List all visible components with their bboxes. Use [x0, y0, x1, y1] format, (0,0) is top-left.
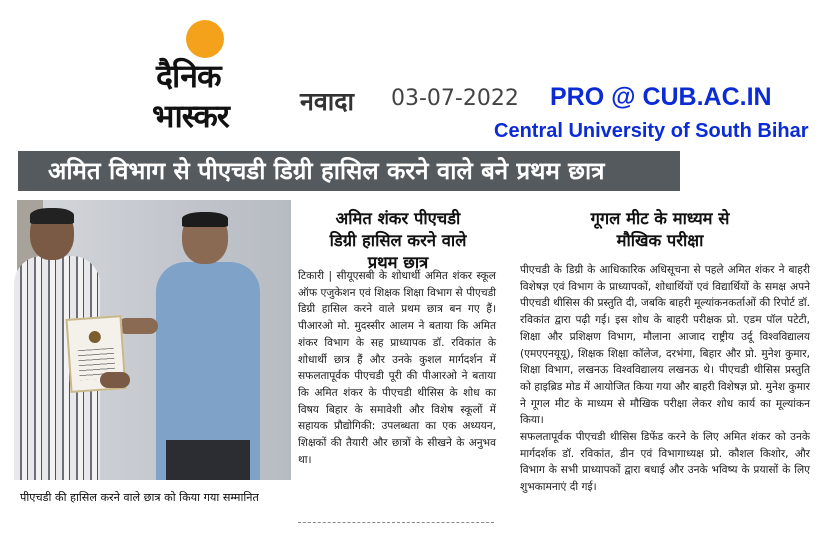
- seal-icon: [88, 331, 101, 344]
- article2-paragraph-2: सफलतापूर्वक पीएचडी थीसिस डिफेंड करने के लिए अमित शंकर को उनके मार्गदर्शक डॉ. रविकांत, डीन एवं विभागाध्यक्ष प्रो. कौशल किशोर, और विभाग के सभी प्राध्यापकों द्वारा बधाई और उनके भविष्य के प्रयासों के लिए शुभकामनाएं दी गई।: [520, 431, 810, 494]
- pro-email: PRO @ CUB.AC.IN: [550, 83, 772, 111]
- article1-title: [298, 208, 498, 274]
- article1-paragraph: टिकारी | सीयूएसबी के शोधार्थी अमित शंकर स्कूल ऑफ एजुकेशन एवं शिक्षक शिक्षा विभाग से पीएचडी डिग्री हासिल करने वाले प्रथम छात्र बन गए हैं। पीआरओ मो. मुदस्सीर आलम ने बताया कि अमित शंकर विभाग के सह प्राध्यापक डॉ. रविकांत के शोधार्थी छात्र हैं और उनके कुशल मार्गदर्शन में सफलतापूर्वक पीएचडी पूरी की पीआरओ ने बताया कि अमित शंकर के पीएचडी थीसिस के शोध का विषय बिहार के समावेशी और विशेष स्कूलों में सहायक प्रौद्योगिकी: उपलब्धता का एक अध्ययन, शिक्षकों की तैयारी और छात्रों के सीखने के अनुभव था।: [298, 270, 496, 466]
- logo-line-1: दैनिक: [156, 57, 221, 95]
- article2-body: [520, 262, 810, 496]
- newspaper-logo: [152, 20, 262, 135]
- logo-line-2: भास्कर: [152, 97, 229, 135]
- headline: अमित विभाग से पीएचडी डिग्री हासिल करने वाले बने प्रथम छात्र: [48, 157, 605, 185]
- article2-title-line1: गूगल मीट के माध्यम से: [590, 209, 730, 228]
- article1-title-line1: अमित शंकर पीएचडी: [335, 209, 461, 228]
- photo-caption: पीएचडी की हासिल करने वाले छात्र को किया गया सम्मानित: [20, 491, 259, 504]
- edition-city: नवादा: [300, 87, 355, 116]
- person-right-pants: [166, 440, 250, 480]
- article1-title-line3: प्रथम छात्र: [367, 253, 429, 272]
- edition-date: 03-07-2022: [391, 86, 519, 111]
- article1-end-rule: [298, 522, 494, 523]
- person-right-hair: [182, 212, 228, 227]
- article2-title: [530, 208, 790, 252]
- person-right-hand: [118, 318, 158, 334]
- article1-title-line2: डिग्री हासिल करने वाले: [329, 231, 467, 250]
- person-left-hair: [30, 208, 74, 224]
- headline-banner: [18, 151, 680, 191]
- university-name: Central University of South Bihar: [494, 120, 809, 142]
- person-left-hand: [100, 372, 130, 388]
- sun-icon: [186, 20, 224, 58]
- article2-title-line2: मौखिक परीक्षा: [616, 231, 704, 250]
- article1-body: [298, 268, 496, 468]
- article2-paragraph-1: पीएचडी के डिग्री के आधिकारिक अधिसूचना से पहले अमित शंकर ने बाहरी विशेषज्ञ एवं विभाग के प्राध्यापकों, शोधार्थियों एवं विद्यार्थियों के समक्ष अपने पीएचडी थीसिस की प्रस्तुति दी, जबकि बाहरी मूल्यांकनकर्ताओं की रिपोर्ट डॉ. रविकांत द्वारा पढ़ी गई। इस शोध के बाहरी परीक्षक प्रो. एडम पॉल पटेटी, शिक्षा और प्रशिक्षण विभाग, मौलाना आजाद राष्ट्रीय उर्दू विश्वविद्यालय (एमएएनयूयू), शिक्षक शिक्षा कॉलेज, दरभंगा, बिहार और प्रो. मुनेश कुमार, शिक्षा विभाग, लखनऊ विश्वविद्यालय लखनऊ थे। पीएचडी थीसिस प्रस्तुति को हाइब्रिड मोड में आयोजित किया गया और बाहरी विशेषज्ञ प्रो. मुनेश कुमार ने गूगल मीट के माध्यम से मौखिक परीक्षा लेकर शोध कार्य का मूल्यांकन किया।: [520, 264, 810, 427]
